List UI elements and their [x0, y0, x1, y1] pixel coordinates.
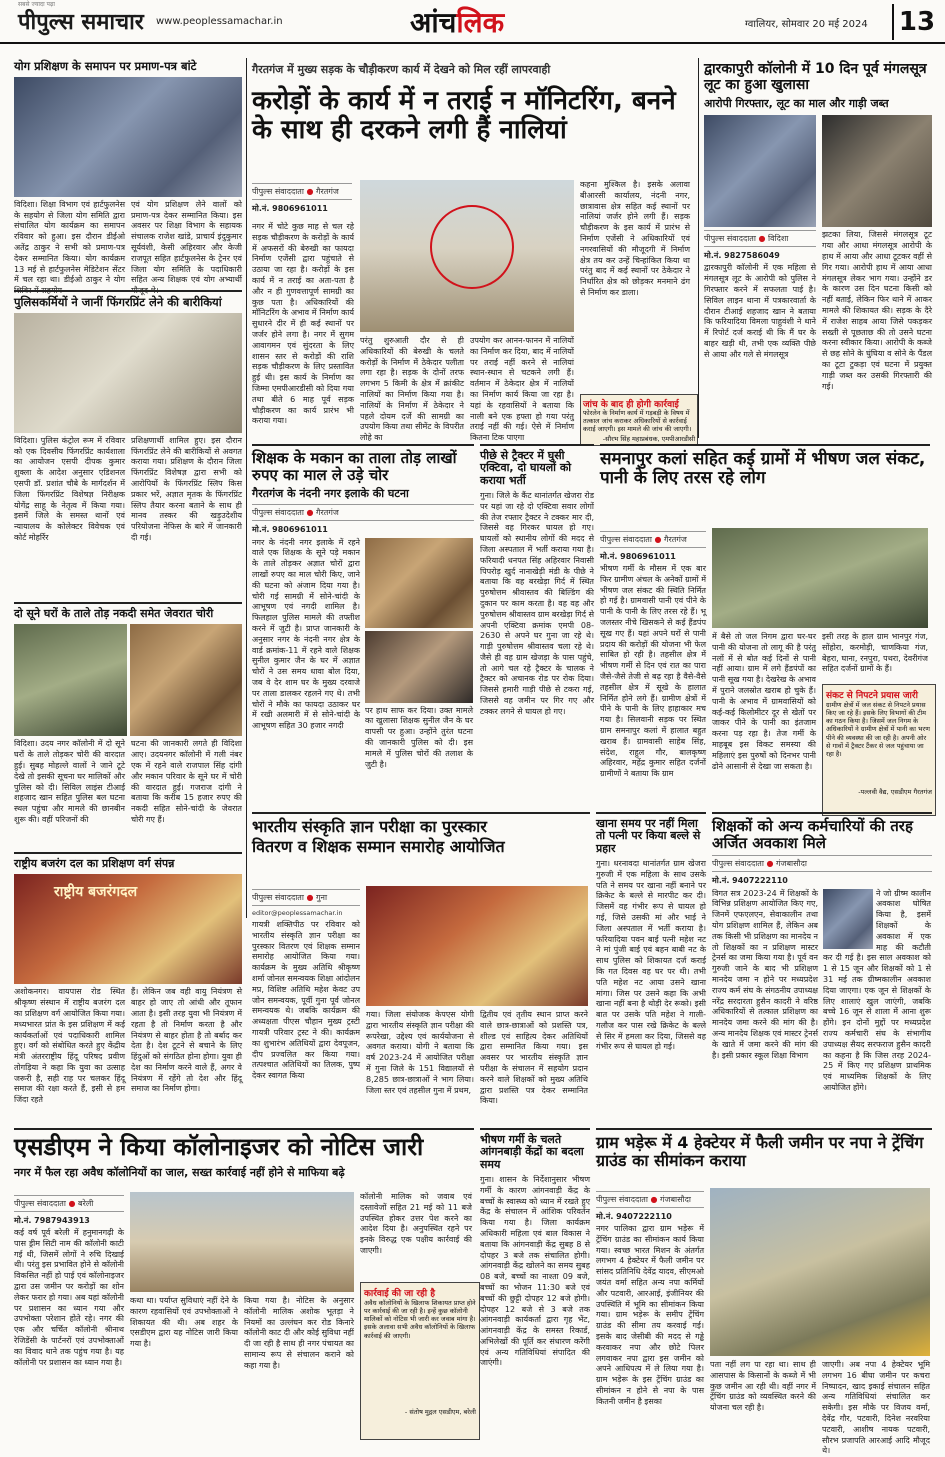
article-body: नगर में चोटे कुछ माह से चल रहे सड़क चौड़ीकरण के करोड़ों के कार्य में अफसरों की बेरुखी का फायदा निर्माण एजेंसी द्वारा पहुंचाते से उठाया जा रहा है। करोड़ों के इस कार्य में न तराई का अता-पता है और न ही गुणवत्तापूर्ण सामग्री का कुछ पता है। अधिकारियों की मॉनिटरिंग के अभाव में निर्माण कार्य सुधारने दीर में ही कई स्थानों पर जर्जर होने लगा है। नगर में सुगम आवागमन एवं सुंदरता के लिए शासन स्तर से करोड़ों की राशि सड़क चौड़ीकरण के लिए प्रस्तावित हुई थी। इस कार्य के निर्माण का जिम्मा एमपीआरडीसी को दिया गया तथा बीते 6 माह पूर्व सड़क चौड़ीकरण का कार्य प्रारंभ भी कराया गया। — [252, 222, 354, 426]
box-signature: -पल्लवी वैद्य, एसडीएम गैरतगंज — [858, 788, 932, 796]
article-body: कहना मुश्किल है। इसके अलावा बीआरसी कार्यालय, नंदनी नगर, छात्रावास क्षेत्र सहित कई स्थानों पर नालियां जर्जर होने लगी हैं। सड़क चौड़ीकरण के इस कार्य में प्रारंभ से निर्माण एजेंसी ने अधिकारियों एवं नगरवासियों की मौजूदगी में निर्माण क्षेत्र तय कर उन्हें चिन्हांकित किया था परंतु बाद में कई स्थानों पर ठेकेदार ने निर्धारित क्षेत्र को छोड़कर मनमाने ढंग से निर्माण कर डाला। — [580, 180, 690, 297]
byline: पीपुल्स संवाददाता ● विदिशा — [704, 230, 816, 247]
byline: पीपुल्स संवाददाता ● गंजबासौदा — [596, 1191, 704, 1208]
column-divider — [698, 58, 699, 438]
headline[interactable]: योग प्रशिक्षण के समापन पर प्रमाण-पत्र बांटे — [14, 59, 197, 73]
headline[interactable]: भीषण गर्मी के चलते आंगनबाड़ी केंद्रों का बदला समय — [480, 1133, 584, 1171]
article-fingerprint — [14, 290, 242, 598]
headline[interactable]: खाना समय पर नहीं मिला तो पत्नी पर किया बल्ले से प्रहार — [596, 817, 701, 855]
article-body: पता नहीं लग पा रहा था। साथ ही आसपास के किसानों के कब्जे में भी कुछ जमीन आ रही थी। वहीं नगर में ट्रेंचिंग ग्राउंड को व्यवस्थित करने की योजना चल रही है। — [710, 1360, 816, 1413]
article-dwarkapuri-robbery — [704, 62, 932, 440]
headline[interactable]: भारतीय संस्कृति ज्ञान परीक्षा का पुरस्कार — [252, 817, 487, 836]
article-sdm-notice — [14, 1128, 474, 1438]
box-signature: - संतोष मुद्गल एसडीएम, बरेली — [404, 1408, 476, 1416]
photo-jcb-demarcation — [710, 1188, 930, 1356]
article-teacher-theft — [252, 444, 474, 808]
headline[interactable]: शिक्षकों को अन्य कर्मचारियों की तरह अर्जित अवकाश मिले — [712, 817, 913, 852]
photo-illegal-colony — [130, 1192, 354, 1292]
article-culture-exam-award — [252, 812, 590, 1124]
highlight-circle — [430, 205, 514, 289]
reporter-mobile: मो.नं. 9407222110 — [712, 875, 788, 885]
article-bajrang-dal — [14, 852, 242, 1105]
article-body: विदिशा। शिक्षा विभाग एवं हार्टफुलनेस के सहयोग से जिला योग समिति द्वारा संचालित योग कार्यक्रम का समापन रविवार को हुआ। इस दौरान डीईओ अतेंद्र ठाकुर ने सभी को प्रमाण-पत्र देकर सम्मानित किया। योग कार्यक्रम 13 मई से हार्टफुलनेस मेडिटेशन सेंटर में चल रहा था। डीईओ ठाकुर ने योग शिविर में सहयोग — [14, 199, 125, 296]
article-body: में बैसे तो जल निगम द्वारा घर-घर पानी की योजना तो लागू की है परंतु नलों में से बोत कई दिनों से पानी नहीं आया। ग्राम में लगे हैंडपंपों का पानी सूख गया है। देखरेख के अभाव में पुराने जलस्रोत खराब हो चुके हैं। पानी के अभाव में ग्रामवासियों को कई-कई किलोमीटर दूर से खेतों पर जाकर पीने के पानी का इंतजाम करना पड़ रहा है। तेज गर्मी के माहबूब इस विकट समस्या की महिलाएं इस पुरुषों को दिनभर पानी ढोने आसानी से देखा जा सकता है। — [712, 632, 816, 771]
article-anganwadi-timing — [480, 1128, 590, 1438]
box-title: जांच के बाद ही होगी कार्रवाई — [583, 400, 679, 410]
box-title: कार्रवाई की जा रही है — [364, 1289, 436, 1299]
article-body: द्वितीय एवं तृतीय स्थान प्राप्त करने वाले छात्र-छात्राओं को प्रशस्ति पत्र, शील्ड एवं साहित्य देकर अतिथियों द्वारा सम्मानित किया गया। इस अवसर पर भारतीय संस्कृति ज्ञान परीक्षा के संचालन में सहयोग प्रदान करने वाले शिक्षकों को मुख्य अतिथि द्वारा प्रशस्ति पत्र देकर सम्मानित किया। — [480, 1010, 588, 1106]
reporter-mobile: मो.नं. 9806961011 — [600, 552, 676, 561]
byline: पीपुल्स संवाददाता ● गैरतगंज — [252, 183, 352, 200]
section-title: आंचलिक — [410, 6, 505, 39]
byline: पीपुल्स संवाददाता ● गंजबासौदा — [712, 855, 932, 872]
box-text: ग्रामीण क्षेत्रों में जल संकट से निपटने प्रयास किए जा रहे हैं। इसके लिए विभागों की टीम का गठन किया है। जिसमें जल निगम के अधिकारियों ने ग्रामीण क्षेत्रों में पानी का भरण पीने की व्यवस्था की जा रही है। अपनी ओर से गावों में ट्रैक्टर टैंकर से जल पहुंचाया जा रहा है। — [826, 701, 930, 758]
page-number: 13 — [892, 4, 940, 40]
article-body: पर हाथ साफ कर दिया। उक्त मामले का खुलासा शिक्षक सुनील जैन के घर वापसी पर हुआ। उन्होंने तुरंत घटना की जानकारी पुलिस को दी। इस मामले में पुलिस चोरों की तलाश के जुटी है। — [365, 705, 473, 769]
article-body: नगर के नंदनी नगर इलाके में रहने वाले एक शिक्षक के सूने पड़े मकान के ताले तोड़कर अज्ञात चोरों द्वारा लाखों रुपए का माल चोरी किए, जाने की घटना को अंजाम दिया गया है। चोरी गई सामग्री में सोने-चांदी के आभूषण एवं नगदी शामिल है। फिलहाल पुलिस मामले की तफ्तीश करने में जुटी है। प्राप्त जानकारी के अनुसार नगर के नंदनी नगर क्षेत्र के वार्ड क्रमांक-11 में रहने वाले शिक्षक सुनील कुमार जैन के घर में अज्ञात चोरों ने उस समय धावा बोल दिया, जब वे देर शाम घर के मुख्य दरवाजे पर ताला डालकर रहलने गए थे। तभी चोरों ने मौके का फायदा उठाकर घर में रखी अलमारी में से सोने-चांदी के आभूषण सहित 30 हजार नगदी — [252, 537, 360, 731]
newspaper-logo[interactable]: सबसे ज्यादा पढ़ा पीपुल्स समाचार — [18, 1, 144, 35]
photo-police-workshop — [14, 313, 242, 433]
info-box-efforts — [822, 684, 936, 816]
article-body: झटका लिया, जिससे मंगलसूत्र टूट गया और आधा मंगलसूत्र आरोपी के हाथ में आया और आधा टूटकर वहीं से गिर गया। आरोपी हाथ में आया आधा मंगलसूत्र लेकर भाग गया। उन्होंने डर के कारण उस दिन घटना किसी को नहीं बताई, लेकिन फिर थाने में आकर मामले की शिकायत की। सड़क के दैरे में राजेश साहब आया जिसे पकड़कर सख्ती से पूछताछ की तो उसने घटना करना स्वीकार किया। आरोपी के कब्जे से छह सोने के घुंघिया व सोने के पैंडल का टूटा टुकड़ा एवं घटना में प्रयुक्त गाड़ी जब्त कर उसकी गिरफ्तारी की गई। — [822, 230, 932, 391]
headline[interactable]: दो सूने घरों के ताले तोड़ नकदी समेत जेवरात चोरी — [14, 607, 214, 620]
reporter-mobile: मो.नं. 9806961011 — [252, 204, 328, 213]
photo-cracked-drain — [360, 180, 574, 332]
article-body: भीषण गर्मी के मौसम में एक बार फिर ग्रामीण अंचल के अनेकों ग्रामों में भीषण जल संकट की स्थिति निर्मित हो गई है। ग्रामवासी पानी एवं पीने के पानी के पानी के लिए तरस रहे हैं। भू जलस्तर नीचे खिसकने से कई हैंडपंप सूख गए हैं। यहां अपने घरों से पानी प्रदाय की करोड़ों की योजना भी फेल साबित हो रही है। तहसील क्षेत्र में भीषण गर्मी से दिन एवं रात का पारा जैसे-जैसे तेजी से बढ़ रहा है वैसे-वैसे तहसील क्षेत्र में सूखे के हालात निर्मित होने लगे हैं। ग्रामीण क्षेत्रों में पीने के पानी के लिए हाहाकार मच गया है। सिलवानी सड़क पर स्थित ग्राम समनापुर कलां में हालात बहुत खराब हैं। ग्रामवासी साहेब सिंह, संदेश, राहुल गौर, बालकृष्ण अहिरवार, महेंद्र कुमार सहित दर्जनों ग्रामीणों ने बताया कि ग्राम — [600, 564, 706, 779]
photo-union-leader — [823, 889, 873, 949]
byline: पीपुल्स संवाददाता ● बरेली — [14, 1195, 124, 1212]
article-tractor-accident — [480, 444, 594, 808]
logo-tagline: सबसे ज्यादा पढ़ा — [18, 1, 55, 8]
reporter-mobile: मो.नं. 9827586049 — [704, 251, 780, 261]
article-bat-attack — [596, 812, 706, 1124]
headline-line2[interactable]: वितरण व शिक्षक सम्मान समारोह आयोजित — [252, 836, 505, 856]
reporter-mobile: मो.नं. 7987943913 — [14, 1216, 90, 1225]
article-body: गुना। जिले के कैंट थानांतर्गत खेजरा रोड पर यहां जा रहे दो एक्टिवा सवार लोगों की तेज रफ्तार ट्रैक्टर ने टक्कर मार दी, जिससे वह गिरकर घायल हो गए। घायलों को स्थानीय लोगों की मदद से जिला अस्पताल में भर्ती कराया गया है। फरियादी धनपत सिंह अहिरवार निवासी पिपरोड़ खुर्द नानाखेड़ी मंडी के पीछे ने बताया कि वह बरखेड़ा गिर्द में स्थित पुरुषोत्तम श्रीवास्तव की बिल्डिंग की दुकान पर काम करता है। वह वह और पुरुषोत्तम श्रीवास्तव ग्राम बरखेड़ा गिर्द से अपनी एक्टिवा क्रमांक एमपी 08-2630 से अपने घर गुना जा रहे थे। गाड़ी पुरुषोत्तम श्रीवास्तव चला रहे थे। जैसे ही वह ग्राम खेजड़ा के पास पहुंचे, तो आगे चल रहे ट्रैक्टर के चालक ने ट्रैक्टर को अचानक रोड पर रोक दिया। जिससे हमारी गाड़ी पीछे से टकरा गई, जिससे वह जमीन पर गिर गए और टक्कर लगने से घायल हो गए। — [480, 490, 594, 716]
column-divider — [246, 58, 247, 918]
headline[interactable]: राष्ट्रीय बजरंग दल का प्रशिक्षण वर्ग संपन्न — [14, 857, 175, 870]
article-body: उपयोग कर आनन-फानन में नालियों का निर्माण कर दिया, बाद में नालियों पर तराई नहीं करने से नालियां स्थान-स्थान से चटकने लगी हैं। वर्तमान में ठेकेदार क्षेत्र में नालियों का निर्माण कार्य किया जा रहा है। यहां के रहवासियों ने बताया कि नाली बने एक हफ्ता हो गया परंतु तराई नहीं की गई। ऐसे में निर्माण कितना टिक पाएगा — [470, 336, 575, 443]
headline[interactable]: द्वारकापुरी कॉलोनी में 10 दिन पूर्व मंगलसूत्र लूट का हुआ खुलासा — [704, 61, 927, 93]
photo-accused-with-police — [704, 115, 816, 227]
article-yoga — [14, 59, 242, 296]
banner-text: राष्ट्रीय बजरंगदल — [54, 884, 138, 901]
info-box-action — [580, 394, 698, 446]
photo-masked-accused — [822, 115, 932, 227]
article-body: गया। जिला संयोजक केपएस योगी द्वारा भारतीय संस्कृति ज्ञान परीक्षा की रूपरेखा, उद्देश्य एवं कार्ययोजना से अवगत कराया। योगी ने बताया कि वर्ष 2023-24 में आयोजित परीक्षा में गुना जिले के 151 विद्यालयों से 8,285 छात्र-छात्राओं ने भाग लिया। जिला स्तर एवं तहसील गुना में प्रथम, — [366, 1010, 474, 1095]
lead-headline[interactable]: करोड़ों के कार्य में न तराई न मॉनिटरिंग, बनने के साथ ही दरकने लगी हैं नालियां — [252, 86, 676, 146]
article-body: हैं। लेकिन जब वही वायु नियंत्रण से बाहर हो जाए तो आंधी और तूफान आता है। इसी तरह युवा भी नियंत्रण में रहता है तो निर्माण करता है और नियंत्रण से बाहर होता है तो बर्बाद कर देता है। देश टूटने से बचाने के लिए हिंदुओं को संगठित होना होगा। युवा ही देश का निर्माण करने वाले हैं, अगर वे नियंत्रण में रहेंगे तो देश और हिंदू समाज का निर्माण होगा। — [131, 987, 242, 1094]
photo-scattered-items — [365, 631, 473, 703]
photo-bajrang-stage — [14, 874, 242, 984]
info-box-action-sdm — [360, 1282, 480, 1440]
article-body: इसी तरह के हाल ग्राम भानपुर गंज, सोंहोरा, करमोड़ी, चाणकिया गंज, बेहरा, घाना, रनपुरा, पथरा, देवरीगंज सहित दर्जनों ग्रामों के हैं। — [822, 632, 928, 674]
reporter-mobile: मो.नं. 9806961011 — [252, 524, 328, 534]
headline[interactable]: एसडीएम ने किया कॉलोनाइजर को नोटिस जारी — [14, 1133, 424, 1161]
box-text: फोरलेन के निर्माण कार्य में गड़बड़ी के विषय में तत्काल जांच कराकर अधिकारियों से कार्रवाई कराई जाएगी। इस मामले की जांच की जाएगी। — [583, 409, 692, 433]
article-body: परंतु शुरुआती दौर से ही अधिकारियों की बेरुखी के चलते करोड़ों के निर्माण में ठेकेदार पलीता लगा रहा है। सड़क के दोनों तरफ लगभग 5 किमी के क्षेत्र में क्रांकीट नालियों का निर्माण किया गया है। नालियों के निर्माण में ठेकेदार ने पहले दोयम दर्जे की सामग्री का उपयोग किया तथा सीमेंट के विपरीत लोहे का — [360, 336, 464, 443]
article-body: नगर पालिका द्वारा ग्राम भड़ेरू में ट्रेंचिंग ग्राउंड का सीमांकन कार्य किया गया। स्वच्छ भारत मिशन के अंतर्गत लगभग 4 हेक्टेयर में फैली जमीन पर सांसद प्रतिनिधि देवेंद्र यादव, सीएमओ जयंत वर्मा सहित अन्य नपा कर्मियों और पटवारी, आरआई, इंजीनियर की उपस्थिति में भूमि का सीमांकन किया गया। ग्राम भड़ेरू के समीप ट्रेंचिंग ग्राउंड की सीमा तय करवाई गई। इसके बाद जेसीबी की मदद से गड्ढे करवाकर नपा और छोटे पिलर लगवाकर नपा द्वारा इस जमीन को अपने आधिपत्य में ले लिया गया है। ग्राम भड़ेरू के इस ट्रेंचिंग ग्राउंड का सीमांकन न होने से नपा के पास कितनी जमीन है इसका — [596, 1224, 704, 1406]
photo-award-ceremony — [366, 886, 588, 1006]
article-body: कई वर्ष पूर्व बरेली में हनुमानगढ़ी के पास ड्रीम सिटी नाम की कॉलोनी काटी गई थी, जिसमें लोगों ने रुचि दिखाई थी। परंतु इस प्रभावित होने से कॉलोनी विकसित नहीं हो पाई एवं कॉलोनाइजर द्वारा उस जमीन पर करोड़ों का शोन लेकर फरार हो गया। अब यहां कॉलोनी पर प्रशासन का ध्यान गया और उपभोक्ता परेशान होते रहे। नगर की एक और चर्चित कॉलोनी श्रीनाथ रेजिडेंसी के पार्टनरों एवं उपभोक्ताओं का विवाद थाने तक पहुंच गया है। यह कॉलोनी पर प्रशासन का ध्यान गया है। — [14, 1228, 124, 1367]
article-body: जाएगी। अब नपा 4 हेक्टेयर भूमि लगभग 16 बीघा जमीन पर कचरा निष्पादन, खाद इकाई संचालन सहित अन्य गतिविधियां संचालित कर सकेगी। इस मौके पर विजय वर्मा, देवेंद्र गौर, पटवारी, दिनेश नरवरिया पटवारी, आशीष नायक पटवारी, सौरभ प्रजापति आरआई आदि मौजूद थे। — [822, 1360, 930, 1456]
editor-email[interactable]: editor@peoplessamachar.in — [252, 909, 343, 917]
article-body: घटना की जानकारी लगते ही विदिशा आए। उदयनगर कॉलोनी में गली नंबर एक में रहने वाले राजपाल सिंह दांगी और मकान परिवार के सूने घर में चोरी की वारदात हुई। गजराज दांगी ने बताया कि करीब 15 हजार रुपए की नकदी सहित सोने-चांदी के जेवरात चोरी गए हैं। — [131, 739, 242, 824]
article-body: गुना। धरनावदा थानांतर्गत ग्राम खेजरा गुरुजी में एक महिला के साथ उसके पति ने समय पर खाना नहीं बनाने पर क्रिकेट के बल्ले से मारपीट कर दी। जिसमें वह गंभीर रूप से घायल हो गई, जिसे उसकी मां और भाई ने जिला अस्पताल में भर्ती कराया है। फरियादिया पवन बाई पत्नी महेश नट ने मां पुंजी बाई एवं बहन बाबी नट के साथ पुलिस को शिकायत दर्ज कराई कि गत दिवस वह घर पर थी। तभी पति महेश नट आया उसने खाना मांगा। जिस पर उसने कहा कि अभी खाना नहीं बना है थोड़ी देर रूको। इसी बात पर उसके पति महेश ने गाली-गलौज कर पास रखे क्रिकेट के बल्ले से सिर में हमला कर दिया, जिससे वह गंभीर रूप से घायल हो गई। — [596, 858, 706, 1052]
website-url[interactable]: www.peoplessamachar.in — [156, 16, 283, 27]
photo-broken-cupboard — [130, 624, 243, 736]
article-trenching-ground — [596, 1128, 932, 1456]
article-body: कॉलोनी मालिक को जवाब एवं दस्तावेजों सहित 21 मई को 11 बजे उपस्थित होकर उत्तर पेश करने का आदेश दिया है। अनुपस्थित रहने पर इनके विरुद्ध एक पक्षीय कार्रवाई की जाएगी। — [360, 1192, 472, 1255]
article-body: एवं योग प्रशिक्षण लेने वालों को प्रमाण-पत्र देकर सम्मानित किया। इस अवसर पर शिक्षा विभाग के सहायक संचालक राजेश खांडे, प्राचार्य इंदुकुमार सूर्यवंशी, केसी अहिरवार और केजी राजपूत सहित हार्टफुलनेस के ट्रेनर एवं जिला योग समिति के पदाधिकारी सहित अन्य शिक्षक एवं योग अभ्यार्थी मौजूद थे। — [131, 199, 242, 296]
masthead — [0, 0, 945, 44]
article-body: विदिशा। उदय नगर कॉलोनी में दो सूने घरों के ताले तोड़कर चोरी की वारदात हुई। सुबह मोहल्ले वालों ने जाने टूटे देखे तो इसकी सूचना घर मालिकों और पुलिस को दी। सिविल लाइंस टीआई शहजाद खान सहित पुलिस बल घटना स्थल पहुंचा और मामले की छानबीन शुरू की। वहीं परिजनों की — [14, 739, 125, 824]
box-title: संकट से निपटने प्रयास जारी — [826, 691, 918, 701]
article-body: कथा था। पर्याप्त सुविधाएं नहीं देने के कारण रहवासियों एवं उपभोक्ताओं ने शिकायत की थी। अब शहर के एसडीएम द्वारा यह नोटिस जारी किया गया है। — [130, 1296, 238, 1349]
article-body: अशोकनगर। वायपास रोड स्थित श्रीकृष्ण संस्थान में राष्ट्रीय बजरंग दल का प्रशिक्षण वर्ग आयोजित किया गया। मध्यभारत प्रांत के इस प्रशिक्षण में कई कार्यकर्ताओं एवं पदाधिकारी शामिल हुए। वर्ग को संबोधित करते हुए केंद्रीय मंत्री अंतरराष्ट्रीय हिंदू परिषद प्रवीण तोगड़िया ने कहा कि युवा का उत्साह जरूरी है, सही राह पर चलकर हिंदू समाज की रक्षा करते हैं, इसी से हम जिंदा रहते — [14, 987, 125, 1105]
byline: पीपुल्स संवाददाता ● गैरतगंज — [600, 531, 706, 548]
article-theft-two-houses — [14, 602, 242, 847]
reporter-mobile: मो.नं. 9407222110 — [596, 1212, 672, 1221]
byline: पीपुल्स संवाददाता ● गैरतगंज — [252, 504, 474, 521]
kicker: गैरतगंज में मुख्य सड़क के चौड़ीकरण कार्य में देखने को मिल रहीं लापरवाही — [252, 63, 551, 76]
photo-water-tankers — [712, 528, 928, 628]
photo-ransacked-room — [365, 538, 473, 628]
subheadline: नगर में फैल रहा अवैध कॉलोनियों का जाल, सख्त कार्रवाई नहीं होने से माफिया बढ़े — [14, 1165, 345, 1179]
box-text: अवैध कॉलोनियों के खिलाफ शिकायत प्राप्त होने पर कार्रवाई की जा रही है। इन्हें कुछ कॉलोनी मालिकों को नोटिस भी जारी कर जवाब मांगा है। इसके अलावा सभी अवैध कॉलोनियों के खिलाफ कार्रवाई की जाएगी। — [364, 1299, 476, 1340]
headline[interactable]: पुलिसकर्मियों ने जानीं फिंगरप्रिंट लेने की बारीकियां — [14, 295, 222, 309]
headline[interactable]: ग्राम भड़ेरू में 4 हेक्टेयर में फैली जमीन पर नपा ने ट्रेंचिंग ग्राउंड का सीमांकन कराया — [596, 1133, 924, 1170]
headline[interactable]: पीछे से ट्रैक्टर में घुसी एक्टिवा, दो घायलों को कराया भर्ती — [480, 449, 572, 487]
article-teachers-leave — [712, 812, 932, 1124]
byline: पीपुल्स संवाददाता ● गुना — [252, 889, 360, 906]
headline[interactable]: शिक्षक के मकान का ताला तोड़ लाखों रुपए का माल ले उड़े चोर — [252, 449, 457, 484]
article-body: गुना। शासन के निर्देशानुसार भीषण गर्मी के कारण आंगनवाड़ी केंद्र के बच्चों के स्वास्थ्य को ध्यान में रखते हुए केंद्र के संचालन में आंशिक परिवर्तन किया गया है। जिला कार्यक्रम अधिकारी महिला एवं बाल विकास ने बताया कि आंगनवाड़ी केंद्र सुबह 8 से दोपहर 3 बजे तक संचालित होगी। आंगनवाड़ी केंद्र खोलने का समय सुबह 08 बजे, बच्चों का नाश्ता 09 बजे, बच्चों का भोजन 11:30 बजे एवं बच्चों की छुट्टी दोपहर 12 बजे होगी। दोपहर 12 बजे से 3 बजे तक आंगनवाड़ी कार्यकर्ता द्वारा गृह भेंट, आंगनवाड़ी केंद्र के समस्त रिकार्ड, अभिलेखों की पूर्ति कर संधारण करेंगी एवं अन्य गतिविधियां संपादित की जाएंगी। — [480, 1174, 590, 1368]
article-body: ने जो ग्रीष्म कालीन अवकाश घोषित किया है, इसमें शिक्षकों के अवकाश में एक माह की कटौती कर दी गई है। इस साल अवकाश को 1 से 15 जून और शिक्षकों को 1 से 31 मई तक ग्रीष्मकालीन अवकाश दिया जाएगा। एक जून से शिक्षकों के लिए शालाएं खुल जाएंगी, जबकि बच्चे 16 जून से शाला में आना शुरू होंगे। इन दोनों मुद्दों पर मध्यप्रदेश राज्य कर्मचारी संघ के संभागीय उपाध्यक्ष सैयद सरफराज हुसैन कादरी का कहना है कि जिस तरह 2024-25 में किए गए प्रशिक्षण प्राथमिक एवं माध्यमिक शिक्षकों के लिए आयोजित होंगे। — [823, 888, 931, 1092]
article-lead-drain — [252, 62, 695, 443]
article-body: द्वारकापुरी कॉलोनी में एक महिला से मंगलसूत्र लूट के आरोपी को पुलिस ने गिरफ्तार करने में सफलता पाई है। सिविल लाइन थाना में पत्रकारवार्ता के दौरान टीआई शहजाद खान ने बताया कि फरियादिया विमला पाहुवंशी ने थाने में रिपोर्ट दर्ज कराई थी कि मैं घर के बाहर खड़ी थी, तभी एक व्यक्ति पीछे से आया और गले से मंगलसूत्र — [704, 263, 816, 359]
article-water-crisis — [600, 444, 930, 808]
photo-yoga-group — [14, 77, 242, 197]
dateline: ग्वालियर, सोमवार 20 मई 2024 — [745, 19, 868, 30]
subheadline: गैरतगंज के नंदनी नगर इलाके की घटना — [252, 486, 409, 500]
article-body: विदिशा। पुलिस कंट्रोल रूम में रविवार को एक दिवसीय फिंगरप्रिंट कार्यशाला का आयोजन एसपी दीपक कुमार शुक्ला के आदेश अनुसार एडिशनल एसपी डॉ. प्रशांत चौबे के मार्गदर्शन में जिला फिंगरप्रिंट विशेषज्ञ निरीक्षक योगेंद्र साहू के नेतृत्व में किया गया। इसमें जिले के समस्त थानों एवं न्यायालय के कोलेक्टर विवेचक एवं कोर्ट मोहर्रिर — [14, 435, 125, 543]
subheadline: आरोपी गिरफ्तार, लूट का माल और गाड़ी जब्त — [704, 97, 889, 111]
article-body: विगत सत्र 2023-24 में शिक्षकों के विभिन्न प्रशिक्षण आयोजित किए गए, जिनमें एफएलएन, सेवाकालीन तथा योग प्रशिक्षण शामिल हैं, लेकिन अब तक किसी भी प्रशिक्षण का मानदेय न तो शिक्षकों का न प्रशिक्षण मास्टर ट्रेनर्स का जमा किया गया है। पूर्व वन गुरुजी जाने के बाद भी प्रशिक्षण मानदेय जमा न होने पर मध्यप्रदेश राज्य कर्म संघ के संगठनीय उपाध्यक्ष नरेंद्र सरदारता हुसैन कादरी ने वरिष्ठ अधिकारियों से तत्काल प्रशिक्षण का मानदेय जमा करने की मांग की है। अन्य मानदेय शिक्षक एवं मास्टर ट्रेनर्स के खाते में जमा करने की मांग की है। इसी प्रकार स्कूल शिक्षा विभाग — [712, 888, 818, 1060]
article-body: प्रशिक्षणार्थी शामिल हुए। इस दौरान फिंगरप्रिंट लेने की बारीकियों से अवगत कराया गया। प्रशिक्षण के दौरान जिला फिंगरप्रिंट विशेषज्ञ द्वारा सभी को आरोपियों के फिंगरप्रिंट स्लिप किस प्रकार भरें, अज्ञात मृतक के फिंगरप्रिंट स्लिप तैयार करना बताने के साथ ही मानव तस्कर की खड़ुउदेशीय परियोजना नेफिस के बारे में जानकारी दी गई। — [131, 435, 242, 543]
article-body: किया गया है। नोटिस के अनुसार कॉलोनी मालिक अशोक भूतड़ा ने नियमों का उल्लंघन कर रोड किनारे कॉलोनी काट दी और कोई सुविधा नहीं दी जा रही है साथ ही नगर पंचायत का सामान्य रूप से संचालन कराने को कहा गया है। — [244, 1296, 354, 1370]
box-signature: -सौरभ सिंह महाप्रबंधक, एमपीआरडीसी — [602, 435, 695, 443]
photo-house-interior — [14, 624, 127, 736]
article-body: गायत्री शक्तिपीठ पर रविवार को भारतीय संस्कृति ज्ञान परीक्षा का पुरस्कार वितरण एवं शिक्षक सम्मान समारोह आयोजित किया गया। कार्यक्रम के मुख्य अतिथि श्रीकृष्ण शर्मा जोनल समन्वयक शिक्षा आंदोलन मप्र, विशिष्ट अतिथि महेश केवट उप जोन समन्वयक, पूर्वी गुना पूर्व जोनल समन्वयक थे। जबकि कार्यक्रम की अध्यक्षता पीएस चौहान मुख्य ट्रस्टी गायत्री परिवार ट्रस्ट ने की। कार्यक्रम का शुभारंभ अतिथियों द्वारा देवपूजन, दीप प्रज्वलित कर किया गया। तत्पश्चात अतिथियों का तिलक, पुष्प देकर स्वागत किया — [252, 920, 360, 1081]
headline[interactable]: समनापुर कलां सहित कई ग्रामों में भीषण जल संकट, पानी के लिए तरस रहे लोग — [600, 449, 926, 489]
